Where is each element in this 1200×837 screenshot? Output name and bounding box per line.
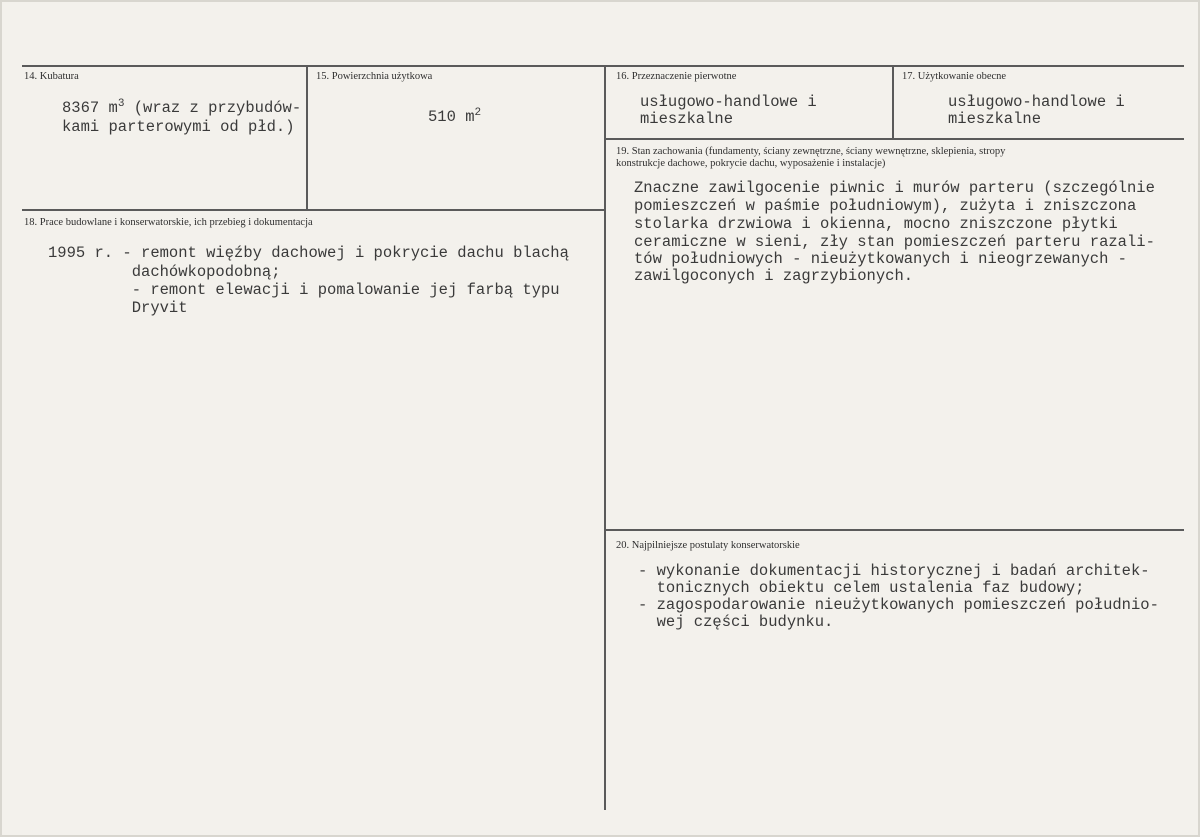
field-18-line: dachówkopodobną; [48, 263, 281, 281]
field-14-label: 14. Kubatura [24, 71, 79, 82]
field-19-line: zawilgoconych i zagrzybionych. [634, 267, 914, 285]
field-19-line: pomieszczeń w paśmie południowym), zużyta i zniszczona [634, 197, 1137, 215]
field-20-line: - wykonanie dokumentacji historycznej i badań architek- [638, 562, 1150, 580]
center-rule [604, 65, 606, 810]
rule-f16-f19 [606, 138, 1184, 140]
field-16-label: 16. Przeznaczenie pierwotne [616, 71, 737, 82]
field-19-line: tów południowych - nieużytkowanych i nieogrzewanych - [634, 250, 1127, 268]
field-16-line2: mieszkalne [640, 110, 734, 128]
field-14-value-line2: kami parterowymi od płd.) [62, 118, 295, 136]
field-19-line: stolarka drzwiowa i okienna, mocno zniszczone płytki [634, 215, 1118, 233]
field-20-line: - zagospodarowanie nieużytkowanych pomieszczeń południo- [638, 596, 1159, 614]
field-19-line: ceramiczne w sieni, zły stan pomieszczeń parteru razali- [634, 233, 1155, 251]
field-18-line: - remont elewacji i pomalowanie jej farbą typu [48, 281, 560, 299]
field-14-value: 8367 $m^3$ (wraz z przybudów- [62, 97, 302, 117]
top-rule [22, 65, 1184, 67]
field-19-label-line2: konstrukcje dachowe, pokrycie dachu, wyposażenie i instalacje) [616, 158, 886, 169]
field-19-line: Znaczne zawilgocenie piwnic i murów parteru (szczególnie [634, 179, 1155, 197]
rule-f14-f18 [22, 209, 606, 211]
field-19-label-line1: 19. Stan zachowania (fundamenty, ściany zewnętrzne, ściany wewnętrzne, sklepienia, stropy [616, 146, 1006, 157]
field-18-line: Dryvit [48, 299, 188, 317]
field-17-line2: mieszkalne [948, 110, 1042, 128]
field-15-label: 15. Powierzchnia użytkowa [316, 71, 433, 82]
rule-f14-f15 [306, 65, 308, 209]
field-17-label: 17. Użytkowanie obecne [902, 71, 1007, 82]
field-16-line1: usługowo-handlowe i [640, 93, 817, 111]
field-20-label: 20. Najpilniejsze postulaty konserwatorskie [616, 540, 800, 551]
field-17-line1: usługowo-handlowe i [948, 93, 1125, 111]
field-20-line: wej części budynku. [638, 613, 834, 631]
field-18-label: 18. Prace budowlane i konserwatorskie, ich przebieg i dokumentacja [24, 217, 313, 228]
rule-f19-f20 [606, 529, 1184, 531]
field-15-value: 510 $m^2$ [428, 106, 482, 126]
rule-f16-f17 [892, 65, 894, 139]
field-20-line: tonicznych obiektu celem ustalenia faz budowy; [638, 579, 1085, 597]
field-18-line: 1995 r. - remont więźby dachowej i pokrycie dachu blachą [48, 244, 569, 262]
